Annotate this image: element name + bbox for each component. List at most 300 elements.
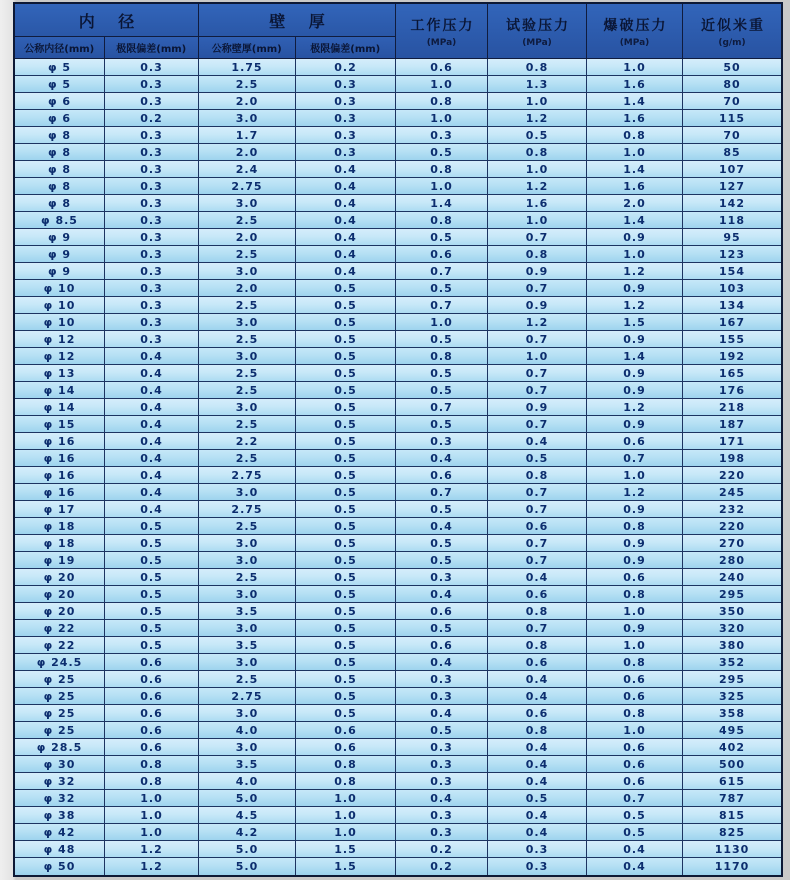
table-cell: 3.5: [199, 603, 296, 620]
table-cell: 2.5: [199, 297, 296, 314]
table-cell: φ 13: [15, 365, 105, 382]
table-cell: 95: [683, 229, 781, 246]
table-cell: 0.5: [296, 331, 396, 348]
header-group-wall-thickness: [199, 4, 396, 58]
table-cell: 0.5: [296, 569, 396, 586]
table-cell: 0.3: [105, 76, 199, 93]
table-cell: 85: [683, 144, 781, 161]
table-cell: 0.6: [105, 722, 199, 739]
table-cell: 1.2: [488, 110, 587, 127]
table-cell: 0.5: [587, 807, 683, 824]
table-cell: 1.0: [587, 603, 683, 620]
table-row: [15, 76, 781, 93]
table-cell: φ 10: [15, 280, 105, 297]
table-cell: 0.5: [296, 552, 396, 569]
table-cell: 500: [683, 756, 781, 773]
table-cell: 0.5: [296, 484, 396, 501]
table-row: [15, 93, 781, 110]
table-cell: 0.8: [488, 246, 587, 263]
table-cell: 1.6: [587, 76, 683, 93]
table-cell: φ 8: [15, 161, 105, 178]
table-row: [15, 841, 781, 858]
table-row: [15, 722, 781, 739]
table-cell: 0.4: [105, 399, 199, 416]
table-cell: 350: [683, 603, 781, 620]
table-cell: 1.0: [105, 807, 199, 824]
table-row: [15, 433, 781, 450]
table-cell: 325: [683, 688, 781, 705]
table-cell: 1.6: [488, 195, 587, 212]
table-cell: 0.5: [296, 314, 396, 331]
table-cell: 358: [683, 705, 781, 722]
table-cell: 0.7: [488, 229, 587, 246]
table-row: [15, 790, 781, 807]
table-cell: φ 9: [15, 263, 105, 280]
table-cell: 0.6: [488, 518, 587, 535]
table-cell: 0.6: [296, 739, 396, 756]
table-cell: 0.3: [105, 229, 199, 246]
table-row: [15, 178, 781, 195]
table-cell: 0.3: [105, 314, 199, 331]
table-cell: 0.6: [105, 688, 199, 705]
table-cell: φ 16: [15, 484, 105, 501]
table-cell: 0.3: [296, 127, 396, 144]
table-cell: 1170: [714, 860, 750, 873]
table-cell: 0.3: [105, 127, 199, 144]
table-cell: 0.8: [105, 773, 199, 790]
table-cell: 0.4: [396, 518, 488, 535]
table-cell: 0.9: [587, 416, 683, 433]
table-cell: 787: [683, 790, 781, 807]
table-cell: 3.0: [199, 399, 296, 416]
table-row: [15, 161, 781, 178]
table-cell: 0.5: [488, 450, 587, 467]
table-cell: 1.2: [587, 399, 683, 416]
header-inner-tolerance: 极限偏差(mm): [105, 37, 198, 58]
table-cell: 0.5: [105, 552, 199, 569]
table-cell: 0.6: [105, 671, 199, 688]
table-cell: 0.3: [105, 178, 199, 195]
table-cell: 0.9: [488, 263, 587, 280]
table-row: [15, 450, 781, 467]
table-cell: 134: [683, 297, 781, 314]
table-cell: 0.6: [105, 654, 199, 671]
table-cell: 3.0: [199, 654, 296, 671]
table-cell: 0.5: [396, 331, 488, 348]
table-cell: 2.0: [199, 144, 296, 161]
table-row: [15, 280, 781, 297]
table-cell: 1.0: [587, 144, 683, 161]
table-cell: 0.8: [488, 722, 587, 739]
table-body: [15, 58, 781, 875]
table-cell: 2.0: [587, 195, 683, 212]
table-row: [15, 535, 781, 552]
table-cell: 2.0: [199, 229, 296, 246]
table-cell: 4.2: [199, 824, 296, 841]
table-row: [15, 824, 781, 841]
table-cell: 0.3: [396, 824, 488, 841]
table-cell: 1.2: [488, 314, 587, 331]
table-cell: 127: [683, 178, 781, 195]
table-cell: 0.5: [396, 501, 488, 518]
table-cell: 615: [683, 773, 781, 790]
table-cell: 0.5: [396, 382, 488, 399]
table-header: [15, 4, 781, 58]
table-cell: 0.3: [396, 569, 488, 586]
table-cell: 1.0: [587, 246, 683, 263]
table-cell: 115: [683, 110, 781, 127]
table-cell: 1.0: [488, 93, 587, 110]
table-row: [15, 705, 781, 722]
table-cell: 3.0: [199, 348, 296, 365]
table-row: [15, 484, 781, 501]
table-cell: 0.8: [587, 705, 683, 722]
table-cell: 0.4: [105, 467, 199, 484]
table-cell: 70: [683, 127, 781, 144]
table-cell: 218: [683, 399, 781, 416]
table-row: [15, 858, 781, 875]
table-cell: 1.0: [587, 637, 683, 654]
table-cell: 0.5: [296, 671, 396, 688]
table-cell: 232: [683, 501, 781, 518]
table-cell: 0.5: [396, 535, 488, 552]
table-cell: 2.0: [199, 93, 296, 110]
table-cell: 0.6: [587, 671, 683, 688]
table-cell: 1.7: [199, 127, 296, 144]
table-cell: 1.4: [587, 348, 683, 365]
table-cell: 3.0: [199, 586, 296, 603]
table-cell: φ 15: [15, 416, 105, 433]
table-cell: 0.3: [105, 331, 199, 348]
table-row: [15, 620, 781, 637]
table-cell: 1.4: [587, 161, 683, 178]
table-cell: 1.0: [396, 110, 488, 127]
table-cell: 0.6: [587, 773, 683, 790]
table-row: [15, 212, 781, 229]
table-cell: 1.0: [296, 807, 396, 824]
table-cell: 0.3: [396, 688, 488, 705]
table-cell: 1.5: [587, 314, 683, 331]
table-cell: φ 20: [15, 603, 105, 620]
table-cell: 0.3: [488, 858, 587, 875]
table-cell: 3.0: [199, 263, 296, 280]
table-cell: 3.5: [199, 756, 296, 773]
header-wall-tolerance: 极限偏差(mm): [296, 37, 395, 58]
table-cell: 0.3: [488, 841, 587, 858]
table-cell: 0.5: [105, 637, 199, 654]
table-cell: φ 8: [15, 144, 105, 161]
table-cell: 3.0: [199, 535, 296, 552]
header-burst-pressure: [587, 4, 683, 58]
table-cell: 0.7: [488, 331, 587, 348]
table-cell: 0.9: [488, 297, 587, 314]
table-cell: 0.4: [105, 501, 199, 518]
table-row: [15, 807, 781, 824]
table-cell: 0.3: [396, 756, 488, 773]
table-cell: 0.5: [105, 569, 199, 586]
table-cell: 4.0: [199, 722, 296, 739]
table-cell: 0.5: [296, 688, 396, 705]
table-cell: 187: [683, 416, 781, 433]
table-cell: 2.5: [199, 671, 296, 688]
table-cell: 0.4: [587, 858, 683, 875]
table-cell: 1.0: [587, 467, 683, 484]
table-cell: 0.5: [296, 501, 396, 518]
table-cell: 2.75: [199, 178, 296, 195]
table-cell: 0.5: [396, 416, 488, 433]
table-cell: 0.5: [296, 705, 396, 722]
table-cell: 2.0: [199, 280, 296, 297]
table-cell: 198: [683, 450, 781, 467]
table-cell: 0.6: [105, 739, 199, 756]
table-cell: 142: [683, 195, 781, 212]
table-cell: 0.5: [296, 518, 396, 535]
table-cell: 3.0: [199, 552, 296, 569]
table-cell: 1.2: [105, 841, 199, 858]
table-cell: 0.2: [396, 841, 488, 858]
table-cell: φ 32: [15, 773, 105, 790]
table-cell: 1.5: [296, 858, 396, 875]
table-cell: 192: [683, 348, 781, 365]
table-row: [15, 399, 781, 416]
table-cell: 3.5: [199, 637, 296, 654]
table-cell: 0.5: [396, 229, 488, 246]
table-cell: 107: [683, 161, 781, 178]
table-cell: 1.0: [587, 59, 683, 76]
table-cell: 3.0: [199, 110, 296, 127]
table-cell: φ 22: [15, 620, 105, 637]
table-cell: 3.0: [199, 195, 296, 212]
table-cell: 0.5: [296, 365, 396, 382]
table-cell: 3.0: [199, 705, 296, 722]
table-cell: 0.5: [396, 144, 488, 161]
table-cell: 0.5: [105, 603, 199, 620]
table-row: [15, 127, 781, 144]
table-row: [15, 144, 781, 161]
table-cell: 0.3: [105, 195, 199, 212]
table-cell: 0.7: [396, 263, 488, 280]
table-cell: 0.4: [488, 807, 587, 824]
header-group-inner-diameter: [15, 4, 199, 58]
table-cell: 0.3: [105, 280, 199, 297]
table-cell: 1.6: [587, 178, 683, 195]
table-cell: 0.9: [587, 535, 683, 552]
table-cell: 2.5: [199, 569, 296, 586]
header-wall-subrow: [199, 37, 395, 58]
table-cell: 0.6: [396, 467, 488, 484]
table-cell: φ 8.5: [15, 212, 105, 229]
table-cell: 0.2: [296, 59, 396, 76]
table-cell: 4.5: [199, 807, 296, 824]
working-pressure-unit: (MPa): [426, 37, 457, 48]
table-cell: 0.2: [396, 858, 488, 875]
table-cell: 0.6: [396, 246, 488, 263]
table-cell: 0.8: [488, 59, 587, 76]
table-cell: 1.0: [105, 790, 199, 807]
table-cell: 0.5: [296, 348, 396, 365]
table-cell: 5.0: [199, 858, 296, 875]
table-cell: 0.7: [396, 484, 488, 501]
table-cell: 0.9: [488, 399, 587, 416]
table-cell: 0.4: [488, 739, 587, 756]
table-cell: φ 8: [15, 178, 105, 195]
table-cell: 1.0: [587, 722, 683, 739]
table-cell: 0.8: [488, 603, 587, 620]
table-row: [15, 586, 781, 603]
table-cell: 0.7: [488, 416, 587, 433]
table-cell: 0.4: [396, 654, 488, 671]
table-row: [15, 331, 781, 348]
table-cell: 0.7: [587, 790, 683, 807]
table-cell: 0.3: [396, 773, 488, 790]
table-row: [15, 382, 781, 399]
table-cell: 0.7: [587, 450, 683, 467]
table-cell: 0.4: [105, 484, 199, 501]
table-cell: 3.0: [199, 484, 296, 501]
table-cell: 0.4: [396, 586, 488, 603]
table-cell: 0.5: [105, 586, 199, 603]
table-cell: φ 14: [15, 399, 105, 416]
table-cell: φ 20: [15, 586, 105, 603]
table-cell: φ 10: [15, 297, 105, 314]
table-row: [15, 603, 781, 620]
table-cell: 0.6: [488, 586, 587, 603]
table-cell: φ 20: [15, 569, 105, 586]
table-cell: 1.0: [488, 161, 587, 178]
table-cell: 0.7: [488, 552, 587, 569]
table-cell: 2.4: [199, 161, 296, 178]
table-cell: 1.0: [296, 824, 396, 841]
table-cell: 0.5: [296, 654, 396, 671]
table-cell: 0.5: [296, 586, 396, 603]
table-cell: 295: [683, 671, 781, 688]
table-cell: φ 10: [15, 314, 105, 331]
table-cell: 0.8: [396, 212, 488, 229]
table-cell: 0.5: [296, 280, 396, 297]
table-cell: 0.3: [105, 297, 199, 314]
table-cell: 103: [683, 280, 781, 297]
table-cell: φ 24.5: [15, 654, 105, 671]
table-cell: 0.7: [488, 365, 587, 382]
table-cell: 1.2: [488, 178, 587, 195]
table-cell: 0.3: [296, 144, 396, 161]
table-cell: 0.4: [488, 569, 587, 586]
table-row: [15, 552, 781, 569]
table-cell: 0.5: [296, 416, 396, 433]
table-cell: 0.5: [488, 127, 587, 144]
table-cell: 1.0: [396, 178, 488, 195]
table-cell: φ 17: [15, 501, 105, 518]
table-cell: 220: [683, 467, 781, 484]
table-cell: 0.3: [396, 671, 488, 688]
table-cell: 0.4: [587, 841, 683, 858]
table-cell: 0.3: [296, 110, 396, 127]
table-cell: 1.2: [587, 297, 683, 314]
table-cell: 2.75: [199, 501, 296, 518]
table-cell: 0.3: [105, 93, 199, 110]
table-cell: φ 16: [15, 433, 105, 450]
table-cell: 1.0: [488, 348, 587, 365]
table-cell: 0.6: [587, 569, 683, 586]
table-cell: 2.5: [199, 331, 296, 348]
table-cell: 0.9: [587, 331, 683, 348]
table-cell: 0.7: [396, 297, 488, 314]
table-cell: φ 18: [15, 535, 105, 552]
table-cell: 0.9: [587, 620, 683, 637]
table-cell: 0.5: [296, 297, 396, 314]
header-nominal-wall-thickness: 公称壁厚(mm): [199, 37, 296, 58]
table-cell: 825: [683, 824, 781, 841]
header-test-pressure: [488, 4, 587, 58]
table-cell: 0.3: [105, 212, 199, 229]
table-cell: 1130: [683, 841, 781, 858]
table-cell: 0.4: [488, 433, 587, 450]
table-cell: 0.4: [105, 450, 199, 467]
table-cell: 0.4: [488, 824, 587, 841]
table-cell: 0.4: [396, 705, 488, 722]
table-cell: 0.8: [296, 773, 396, 790]
table-cell: 240: [683, 569, 781, 586]
table-cell: 2.5: [199, 518, 296, 535]
table-cell: φ 50: [15, 858, 105, 875]
table-row: [15, 756, 781, 773]
table-cell: 0.7: [396, 399, 488, 416]
table-cell: 3.0: [199, 314, 296, 331]
table-cell: 0.8: [488, 467, 587, 484]
hose-spec-table: [13, 2, 783, 877]
table-cell: φ 8: [15, 127, 105, 144]
weight-unit: (g/m): [718, 37, 746, 48]
table-cell: 1.0: [488, 212, 587, 229]
table-cell: φ 32: [15, 790, 105, 807]
table-row: [15, 739, 781, 756]
table-cell: 0.9: [587, 552, 683, 569]
table-cell: 0.4: [296, 229, 396, 246]
table-cell: 0.3: [105, 263, 199, 280]
table-row: [15, 637, 781, 654]
table-cell: 167: [683, 314, 781, 331]
table-cell: 0.5: [296, 433, 396, 450]
table-cell: 3.0: [199, 620, 296, 637]
table-cell: 2.5: [199, 382, 296, 399]
table-cell: 0.3: [396, 127, 488, 144]
table-cell: 154: [683, 263, 781, 280]
table-cell: 295: [683, 586, 781, 603]
table-row: [15, 569, 781, 586]
table-cell: 380: [683, 637, 781, 654]
table-cell: φ 28.5: [15, 739, 105, 756]
header-nominal-inner-diameter: 公称内径(mm): [15, 37, 105, 58]
table-cell: 1.0: [296, 790, 396, 807]
table-cell: 0.6: [587, 688, 683, 705]
table-cell: 270: [683, 535, 781, 552]
table-row: [15, 314, 781, 331]
table-cell: 0.8: [587, 518, 683, 535]
table-cell: 0.5: [396, 722, 488, 739]
table-row: [15, 671, 781, 688]
table-cell: 1.2: [587, 484, 683, 501]
table-cell: 0.5: [296, 467, 396, 484]
table-cell: φ 8: [15, 195, 105, 212]
table-cell: 5.0: [199, 790, 296, 807]
table-cell: 1.6: [587, 110, 683, 127]
table-cell: φ 12: [15, 331, 105, 348]
table-cell: 0.9: [587, 229, 683, 246]
table-cell: 70: [683, 93, 781, 110]
table-row: [15, 501, 781, 518]
table-cell: 0.3: [296, 93, 396, 110]
table-cell: 0.6: [488, 654, 587, 671]
